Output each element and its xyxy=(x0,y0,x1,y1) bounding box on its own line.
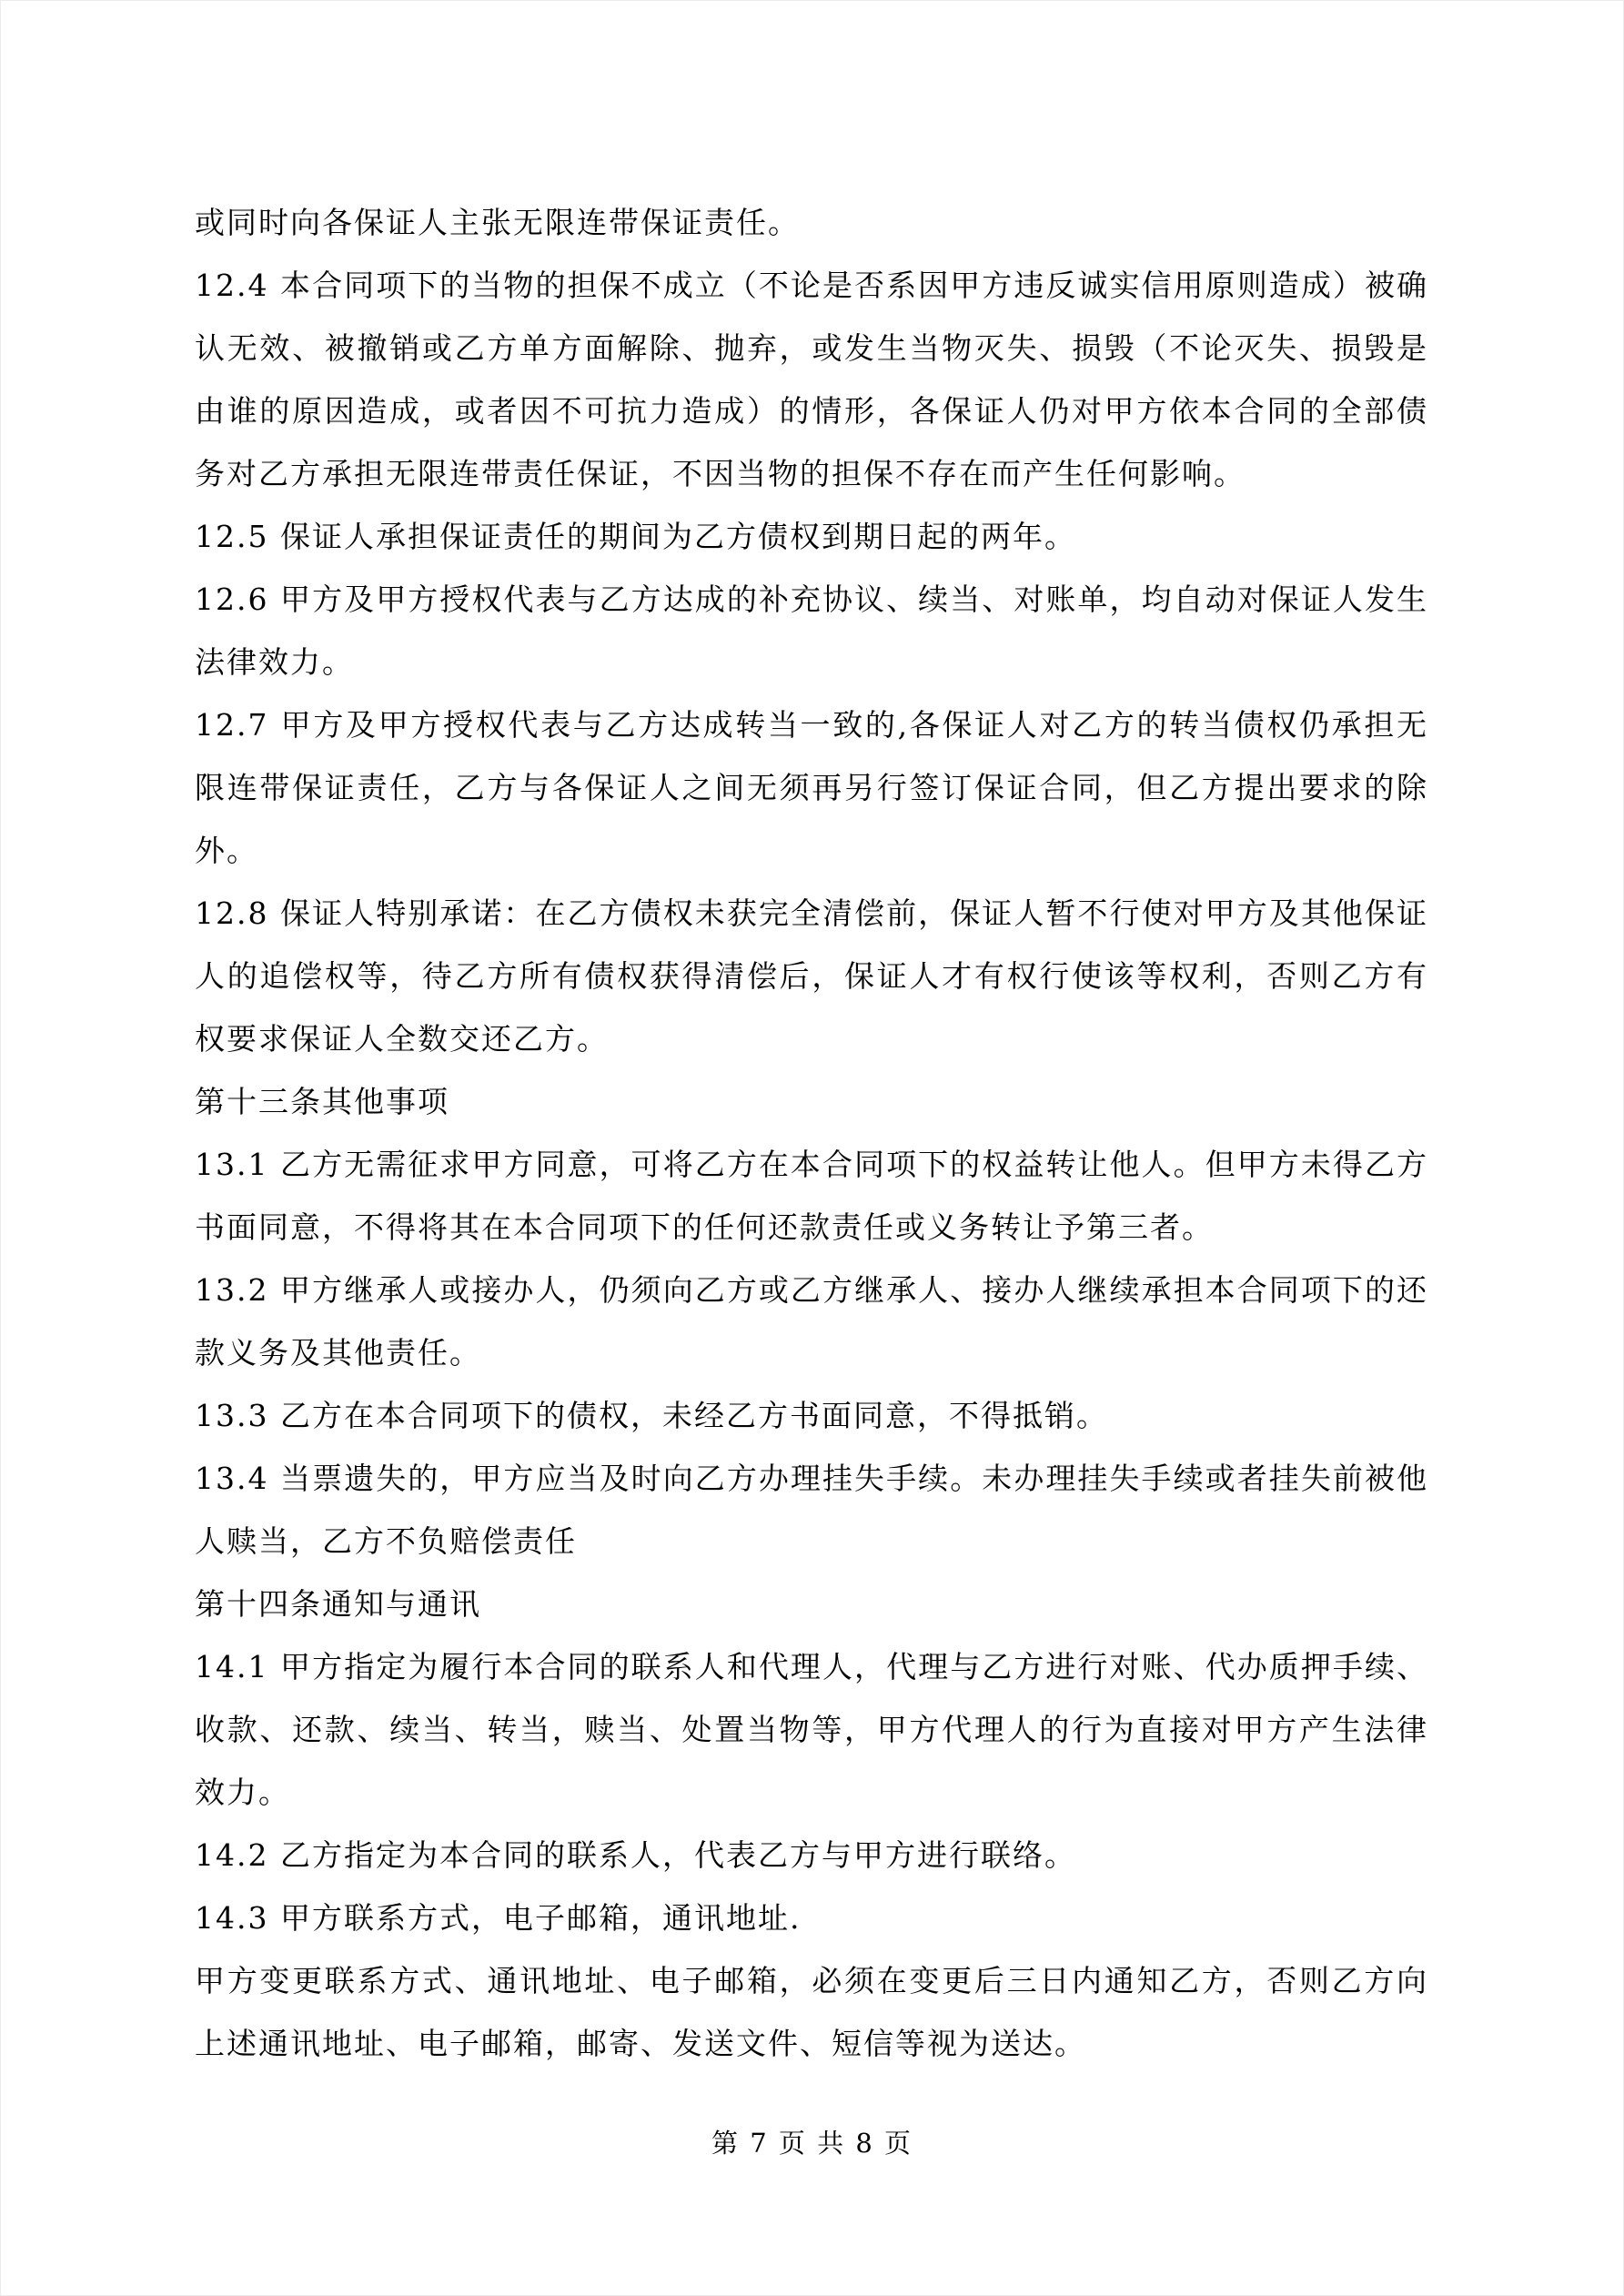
clause-13-1-paragraph: 13.1 乙方无需征求甲方同意，可将乙方在本合同项下的权益转让他人。但甲方未得乙方书面同意，不得将其在本合同项下的任何还款责任或义务转让予第三者。 xyxy=(195,1147,1428,1245)
clause-12-8-paragraph: 12.8 保证人特别承诺：在乙方债权未获完全清偿前，保证人暂不行使对甲方及其他保证人的追偿权等，待乙方所有债权获得清偿后，保证人才有权行使该等权利，否则乙方有权要求保证人全数交还乙方。 xyxy=(195,895,1428,1057)
clause-continuation-paragraph: 或同时向各保证人主张无限连带保证责任。 xyxy=(195,205,800,240)
clause-13-4-paragraph: 13.4 当票遗失的，甲方应当及时向乙方办理挂失手续。未办理挂失手续或者挂失前被他人赎当，乙方不负赔偿责任 xyxy=(195,1461,1428,1559)
clause-14-3-detail-paragraph: 甲方变更联系方式、通讯地址、电子邮箱，必须在变更后三日内通知乙方，否则乙方向上述通讯地址、电子邮箱，邮寄、发送文件、短信等视为送达。 xyxy=(195,1963,1428,2061)
document-body xyxy=(195,191,1428,2075)
clause-14-2-paragraph: 14.2 乙方指定为本合同的联系人，代表乙方与甲方进行联络。 xyxy=(195,1837,1076,1873)
clause-14-1-paragraph: 14.1 甲方指定为履行本合同的联系人和代理人，代理与乙方进行对账、代办质押手续、收款、还款、续当、转当，赎当、处置当物等，甲方代理人的行为直接对甲方产生法律效力。 xyxy=(195,1649,1428,1810)
clause-12-5-paragraph: 12.5 保证人承担保证责任的期间为乙方债权到期日起的两年。 xyxy=(195,519,1076,554)
page-number-footer: 第 7 页 共 8 页 xyxy=(711,2128,913,2159)
clause-12-4-paragraph: 12.4 本合同项下的当物的担保不成立（不论是否系因甲方违反诚实信用原则造成）被确认无效、被撤销或乙方单方面解除、抛弃，或发生当物灭失、损毁（不论灭失、损毁是由谁的原因造成，或者因不可抗力造成）的情形，各保证人仍对甲方依本合同的全部债务对乙方承担无限连带责任保证，不因当物的担保不存在而产生任何影响。 xyxy=(195,268,1428,491)
clause-13-3-paragraph: 13.3 乙方在本合同项下的债权，未经乙方书面同意，不得抵销。 xyxy=(195,1398,1108,1433)
section-13-heading: 第十三条其他事项 xyxy=(195,1084,449,1119)
section-14-heading: 第十四条通知与通讯 xyxy=(195,1586,481,1622)
clause-14-3-paragraph: 14.3 甲方联系方式，电子邮箱，通讯地址. xyxy=(195,1900,802,1936)
clause-13-2-paragraph: 13.2 甲方继承人或接办人，仍须向乙方或乙方继承人、接办人继续承担本合同项下的还款义务及其他责任。 xyxy=(195,1272,1428,1371)
clause-12-7-paragraph: 12.7 甲方及甲方授权代表与乙方达成转当一致的,各保证人对乙方的转当债权仍承担无限连带保证责任，乙方与各保证人之间无须再另行签订保证合同，但乙方提出要求的除外。 xyxy=(195,707,1428,868)
clause-12-6-paragraph: 12.6 甲方及甲方授权代表与乙方达成的补充协议、续当、对账单，均自动对保证人发生法律效力。 xyxy=(195,582,1428,680)
